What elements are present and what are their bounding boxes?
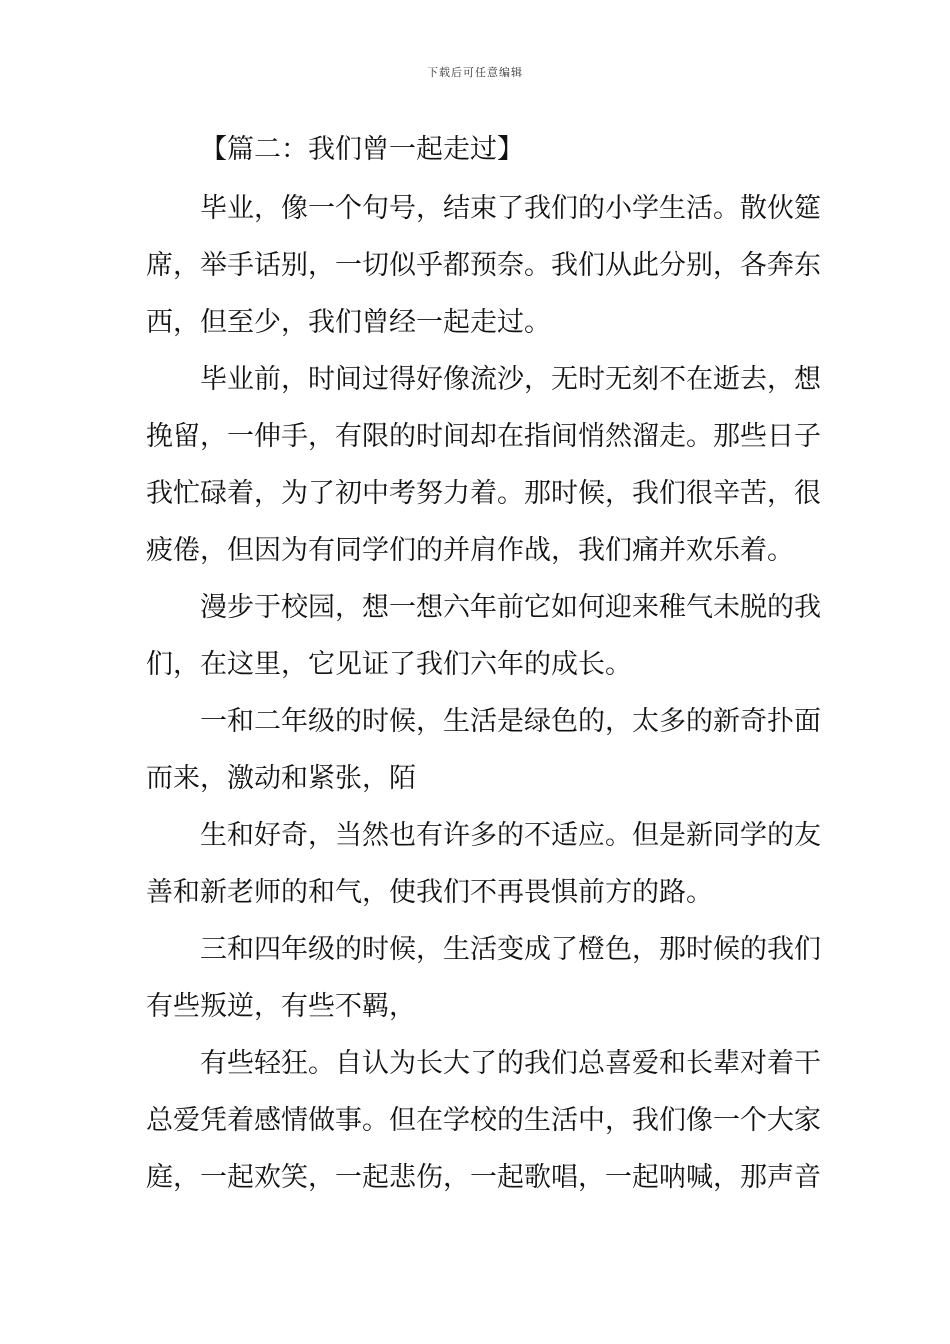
paragraph-line: 有些轻狂。自认为长大了的我们总喜爱和长辈对着干 bbox=[200, 1048, 821, 1079]
paragraph-line: 西，但至少，我们曾经一起走过。 bbox=[146, 307, 551, 338]
paragraph-line: 生和好奇，当然也有许多的不适应。但是新同学的友 bbox=[200, 820, 821, 851]
paragraph-line: 庭，一起欢笑，一起悲伤，一起歌唱，一起呐喊，那声音 bbox=[146, 1162, 821, 1193]
paragraph-line: 有些叛逆，有些不羁， bbox=[146, 991, 416, 1022]
paragraph-line: 席，举手话别，一切似乎都预奈。我们从此分别，各奔东 bbox=[146, 250, 821, 281]
section-title: 【篇二：我们曾一起走过】 bbox=[200, 134, 524, 165]
paragraph-line: 一和二年级的时候，生活是绿色的，太多的新奇扑面 bbox=[200, 706, 821, 737]
paragraph-line: 毕业，像一个句号，结束了我们的小学生活。散伙筵 bbox=[200, 193, 821, 224]
paragraph-line: 挽留，一伸手，有限的时间却在指间悄然溜走。那些日子 bbox=[146, 421, 821, 452]
paragraph-line: 毕业前，时间过得好像流沙，无时无刻不在逝去，想 bbox=[200, 364, 821, 395]
paragraph-line: 疲倦，但因为有同学们的并肩作战，我们痛并欢乐着。 bbox=[146, 535, 794, 566]
page-header-note: 下载后可任意编辑 bbox=[427, 66, 523, 79]
paragraph-line: 而来，激动和紧张，陌 bbox=[146, 763, 416, 794]
paragraph-line: 漫步于校园，想一想六年前它如何迎来稚气未脱的我 bbox=[200, 592, 821, 623]
paragraph-line: 善和新老师的和气，使我们不再畏惧前方的路。 bbox=[146, 877, 713, 908]
paragraph-line: 们，在这里，它见证了我们六年的成长。 bbox=[146, 649, 632, 680]
paragraph-line: 三和四年级的时候，生活变成了橙色，那时候的我们 bbox=[200, 934, 821, 965]
paragraph-line: 我忙碌着，为了初中考努力着。那时候，我们很辛苦，很 bbox=[146, 478, 821, 509]
paragraph-line: 总爱凭着感情做事。但在学校的生活中，我们像一个大家 bbox=[146, 1105, 821, 1136]
